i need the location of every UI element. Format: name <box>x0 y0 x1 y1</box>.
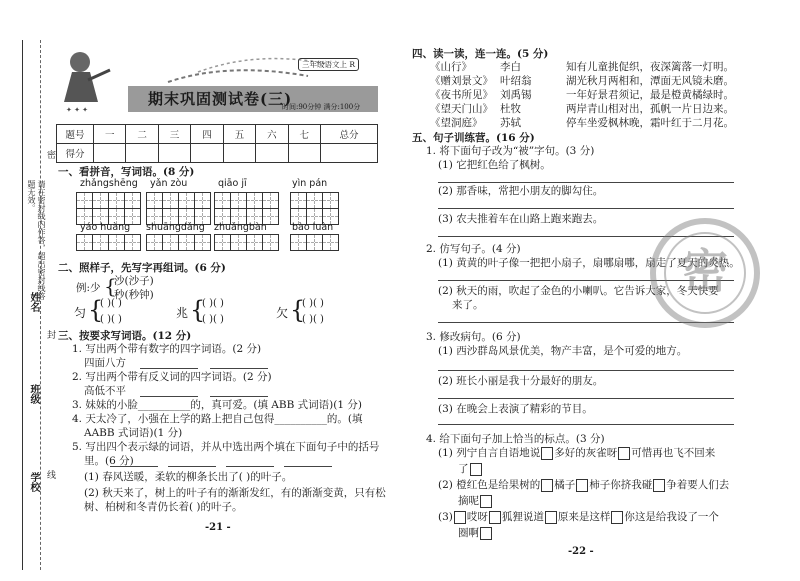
score-input-cell[interactable] <box>94 144 126 163</box>
punctuation-sentence-2-cont: 摘呢 <box>458 494 493 508</box>
answer-blank[interactable]: ( )( ) <box>202 298 224 309</box>
poem-line[interactable]: 两岸青山相对出，孤帆一片日边来。 <box>566 103 734 115</box>
writing-grid[interactable] <box>290 192 338 209</box>
poem-title: 《望洞庭》 <box>430 117 483 129</box>
answer-line[interactable] <box>438 208 734 209</box>
example-prefix: 例:少 <box>76 282 101 294</box>
punctuation-sentence-2: (2) 橙红色是给果树的 橘子 柿子你挤我碰 争着要人们去 <box>438 479 730 491</box>
seal-stamp-char: 密 <box>682 244 728 298</box>
punctuation-box[interactable] <box>576 479 588 492</box>
section5-heading: 五、句子训练营。(16 分) <box>412 132 535 144</box>
question-text: (1) 西沙群岛风景优美，物产丰富，是个可爱的地方。 <box>438 345 688 357</box>
answer-line[interactable] <box>438 370 734 371</box>
page-number-left: -21 - <box>205 522 231 533</box>
answer-line[interactable] <box>226 466 274 467</box>
punctuation-box[interactable] <box>653 479 665 492</box>
writing-grid[interactable] <box>214 234 278 251</box>
poem-line[interactable]: 一年好景君须记，最是橙黄橘绿时。 <box>566 89 734 101</box>
exam-meta: 时间:90分钟 满分:100分 <box>282 103 361 111</box>
answer-line[interactable] <box>284 466 332 467</box>
example-item: 沙(沙子) <box>114 275 154 287</box>
answer-line[interactable] <box>210 396 268 397</box>
writing-grid[interactable] <box>76 192 140 209</box>
punctuation-box[interactable] <box>545 511 557 524</box>
brace: { <box>88 296 104 324</box>
poem-title: 《赠刘景文》 <box>430 75 493 87</box>
question-text: 4. 给下面句子加上恰当的标点。(3 分) <box>426 433 605 445</box>
seal-char-3: 线 <box>45 470 55 479</box>
question-text: 树、柏树和冬青仍长着( )的叶子。 <box>84 501 243 513</box>
table-cell: 总分 <box>320 125 377 144</box>
question-text: 2. 写出两个带有反义词的四字词语。(2 分) <box>72 371 272 383</box>
score-input-cell[interactable] <box>320 144 377 163</box>
question-text: (2) 秋天来了，树上的叶子有的渐渐发红，有的渐渐变黄，只有松 <box>84 487 386 499</box>
answer-blank[interactable]: ( )( ) <box>302 298 324 309</box>
punctuation-sentence-3: (3) 哎呀 狐狸说道 原来是这样 你这是给我设了一个 <box>438 511 719 523</box>
punctuation-box[interactable] <box>480 495 492 508</box>
question-text: 里。(6 分) <box>84 455 134 467</box>
table-cell: 一 <box>94 125 126 144</box>
poem-line[interactable]: 停车坐爱枫林晚，霜叶红于二月花。 <box>566 117 734 129</box>
class-field-label: 班级 <box>28 384 39 404</box>
answer-line[interactable] <box>210 368 268 369</box>
seal-char-2: 封 <box>45 330 55 339</box>
char-item: 兆 <box>176 306 189 320</box>
poem-author[interactable]: 苏轼 <box>500 117 521 129</box>
table-cell: 四 <box>191 125 223 144</box>
question-text: (1) 黄黄的叶子像一把把小扇子，扇哪扇哪，扇走了夏天的炎热。 <box>438 257 740 269</box>
answer-line[interactable] <box>438 424 734 425</box>
poem-title: 《夜书所见》 <box>430 89 493 101</box>
score-input-cell[interactable] <box>191 144 223 163</box>
example-item: 秒(秒钟) <box>114 289 154 301</box>
punctuation-sentence-3-cont: 圈啊 <box>458 526 493 540</box>
question-text: (1) 它把红色给了枫树。 <box>438 159 551 171</box>
page-title: 期末巩固测试卷(三) <box>148 90 293 108</box>
char-item: 匀 <box>74 306 87 320</box>
table-cell: 六 <box>256 125 288 144</box>
score-table-header-row <box>57 125 378 144</box>
poem-title: 《望天门山》 <box>430 103 493 115</box>
score-label-cell: 得分 <box>57 144 94 163</box>
question-text: 1. 将下面句子改为“被”字句。(3 分) <box>426 145 595 157</box>
answer-blank[interactable]: ( )( ) <box>100 314 122 325</box>
answer-line[interactable] <box>140 368 198 369</box>
punctuation-box[interactable] <box>489 511 501 524</box>
seal-stamp <box>650 218 760 328</box>
answer-line[interactable] <box>140 396 198 397</box>
punctuation-box[interactable] <box>618 447 630 460</box>
punctuation-box[interactable] <box>480 527 492 540</box>
table-cell: 二 <box>126 125 158 144</box>
writing-grid[interactable] <box>214 192 278 209</box>
question-text: 来了。 <box>452 299 484 311</box>
pinyin: qiāo jī <box>218 178 247 189</box>
score-table <box>56 124 378 163</box>
seal-instructions: 请在密封线内作答，超出密封线答题无效。 <box>27 180 46 300</box>
section1-heading: 一、看拼音，写词语。(8 分) <box>58 166 195 178</box>
section2-heading: 二、照样子，先写字再组词。(6 分) <box>58 262 226 274</box>
score-input-cell[interactable] <box>256 144 288 163</box>
question-text: AABB 式词语)(1 分) <box>84 427 183 439</box>
question-text: (2) 班长小丽是我十分最好的朋友。 <box>438 375 604 387</box>
score-table-score-row <box>57 144 378 163</box>
score-input-cell[interactable] <box>288 144 320 163</box>
pinyin: yáo huàng <box>80 222 131 233</box>
question-text: 4. 天太冷了，小强在上学的路上把自己包得__________的。(填 <box>72 413 363 425</box>
name-field-label: 姓名 <box>28 292 39 312</box>
poem-line[interactable]: 湖光秋月两相和，潭面无风镜未磨。 <box>566 75 734 87</box>
example-word: 高低不平 <box>84 385 126 397</box>
pinyin: shuāngdǎng <box>146 222 205 233</box>
character-arm <box>88 70 110 80</box>
punctuation-box[interactable] <box>454 511 466 524</box>
punctuation-sentence-1: (1) 列宁自言自语地说 多好的灰雀呀 可惜再也飞不回来 <box>438 447 716 459</box>
question-text: (2) 秋天的雨，吹起了金色的小喇叭。它告诉大家，冬天快要 <box>438 285 719 297</box>
page-number-right: -22 - <box>568 546 594 557</box>
table-cell: 题号 <box>57 125 94 144</box>
question-text: (1) 春风送暖，柔软的柳条长出了( )的叶子。 <box>84 471 293 483</box>
answer-blank[interactable]: ( )( ) <box>302 314 324 325</box>
question-text: 1. 写出两个带有数字的四字词语。(2 分) <box>72 343 262 355</box>
poem-author[interactable]: 刘禹锡 <box>500 89 532 101</box>
svg-text:✦ ✦ ✦: ✦ ✦ ✦ <box>66 106 89 114</box>
table-cell: 七 <box>288 125 320 144</box>
answer-blank[interactable]: ( )( ) <box>100 298 122 309</box>
character-head <box>70 52 90 72</box>
score-input-cell[interactable] <box>126 144 158 163</box>
question-text: (3) 农夫推着车在山路上跑来跑去。 <box>438 213 604 225</box>
brace: { <box>104 274 117 298</box>
question-text: 2. 仿写句子。(4 分) <box>426 243 521 255</box>
question-text: 3. 修改病句。(6 分) <box>426 331 521 343</box>
grade-badge: 三年级语文上 R <box>298 58 359 71</box>
writing-grid[interactable] <box>146 192 210 209</box>
punctuation-box[interactable] <box>470 463 482 476</box>
poem-author[interactable]: 李白 <box>500 61 521 73</box>
table-cell: 三 <box>158 125 190 144</box>
answer-blank[interactable]: ( )( ) <box>202 314 224 325</box>
writing-grid[interactable] <box>146 234 210 251</box>
answer-line[interactable] <box>438 182 734 183</box>
pinyin: zhuǎngbàn <box>214 222 267 233</box>
seal-char-1: 密 <box>45 150 55 159</box>
punctuation-box[interactable] <box>541 447 553 460</box>
answer-line[interactable] <box>110 466 158 467</box>
table-cell: 五 <box>223 125 255 144</box>
poem-author[interactable]: 叶绍翁 <box>500 75 532 87</box>
section4-heading: 四、读一读，连一连。(5 分) <box>412 48 549 60</box>
brace: { <box>190 296 206 324</box>
brace: { <box>290 296 306 324</box>
answer-line[interactable] <box>438 398 734 399</box>
answer-line[interactable] <box>168 466 216 467</box>
poem-title: 《山行》 <box>430 61 472 73</box>
swirl-decoration <box>168 70 308 82</box>
question-text: (2) 那香味，常把小朋友的脚勾住。 <box>438 185 604 197</box>
score-input-cell[interactable] <box>223 144 255 163</box>
punctuation-box[interactable] <box>541 479 553 492</box>
question-text: 3. 妹妹的小脸__________的，真可爱。(填 ABB 式词语)(1 分) <box>72 399 362 411</box>
punctuation-box[interactable] <box>611 511 623 524</box>
poem-author[interactable]: 杜牧 <box>500 103 521 115</box>
question-text: (3) 在晚会上表演了精彩的节目。 <box>438 403 593 415</box>
writing-grid[interactable] <box>76 234 140 251</box>
pinyin: yǎn zòu <box>150 178 188 189</box>
poem-line[interactable]: 知有儿童挑促织，夜深篱落一灯明。 <box>566 61 734 73</box>
pinyin: yìn pán <box>292 178 328 189</box>
question-text: 5. 写出四个表示绿的词语，并从中选出两个填在下面句子中的括号 <box>72 441 380 453</box>
pinyin: bào luàn <box>292 222 334 233</box>
example-word: 四面八方 <box>84 357 126 369</box>
school-field-label: 学校 <box>28 472 39 492</box>
writing-grid[interactable] <box>290 234 338 251</box>
score-input-cell[interactable] <box>158 144 190 163</box>
pinyin: zhǎngshēng <box>80 178 138 189</box>
punctuation-sentence-1-cont: 了 <box>458 462 483 476</box>
char-item: 欠 <box>276 306 289 320</box>
section3-heading: 三、按要求写词语。(12 分) <box>58 330 192 342</box>
